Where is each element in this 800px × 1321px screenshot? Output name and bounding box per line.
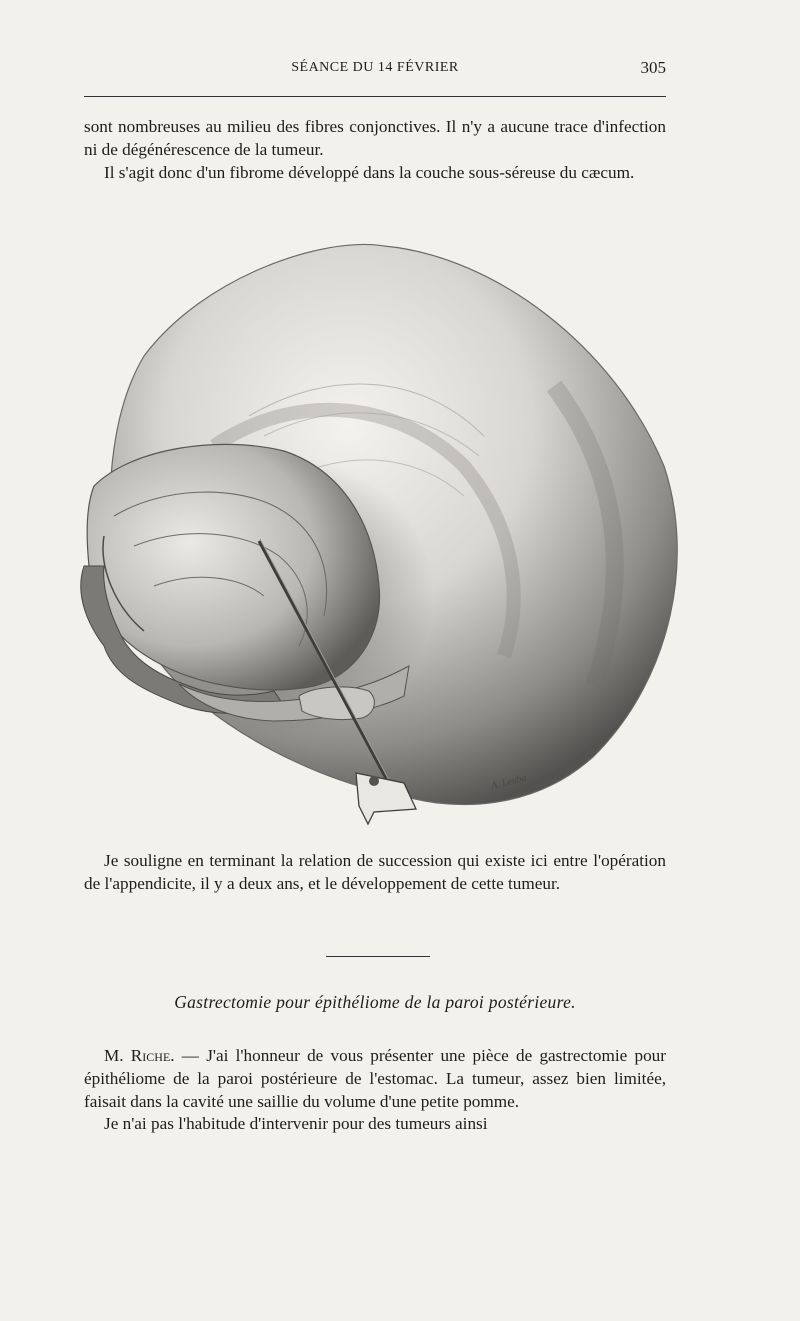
tumor-drawing	[74, 236, 684, 836]
paragraph-continuation: sont nombreuses au milieu des fibres conjonctives. Il n'y a aucune trace d'infection ni de dégénérescence de la tumeur.	[84, 117, 666, 159]
paragraph-fibrome: Il s'agit donc d'un fibrome développé dans la couche sous-séreuse du cæcum.	[104, 162, 635, 182]
running-title: SÉANCE DU 14 FÉVRIER	[291, 60, 459, 75]
paragraph-succession: Je souligne en terminant la relation de succession qui existe ici entre l'opération de l'appendicite, il y a deux ans, et le développement de cette tumeur.	[84, 851, 666, 893]
paragraph-conclusion	[84, 850, 666, 896]
section-divider	[326, 956, 430, 957]
appendix-stump	[299, 687, 374, 720]
section-heading: Gastrectomie pour épithéliome de la paroi postérieure.	[174, 992, 576, 1012]
paragraph-habitude: Je n'ai pas l'habitude d'intervenir pour des tumeurs ainsi	[104, 1114, 488, 1134]
paragraph-top	[84, 116, 666, 184]
artist-signature: A. Leuba	[490, 772, 528, 792]
header-rule	[84, 96, 666, 97]
speaker-name: M. Riche.	[104, 1046, 175, 1065]
paragraph-riche	[84, 1045, 666, 1136]
page-number: 305	[640, 58, 666, 77]
presentation-text: — J'ai l'honneur de vous présenter une pièce de gastrectomie pour épithéliome de la paroi postérieure de l'estomac. La tumeur, assez bien limitée, faisait dans la cavité une saillie du volume d'une petite pomme.	[84, 1046, 666, 1111]
paragraph-presentation	[84, 1045, 666, 1113]
anatomical-illustration	[74, 236, 684, 836]
running-head	[84, 58, 666, 82]
